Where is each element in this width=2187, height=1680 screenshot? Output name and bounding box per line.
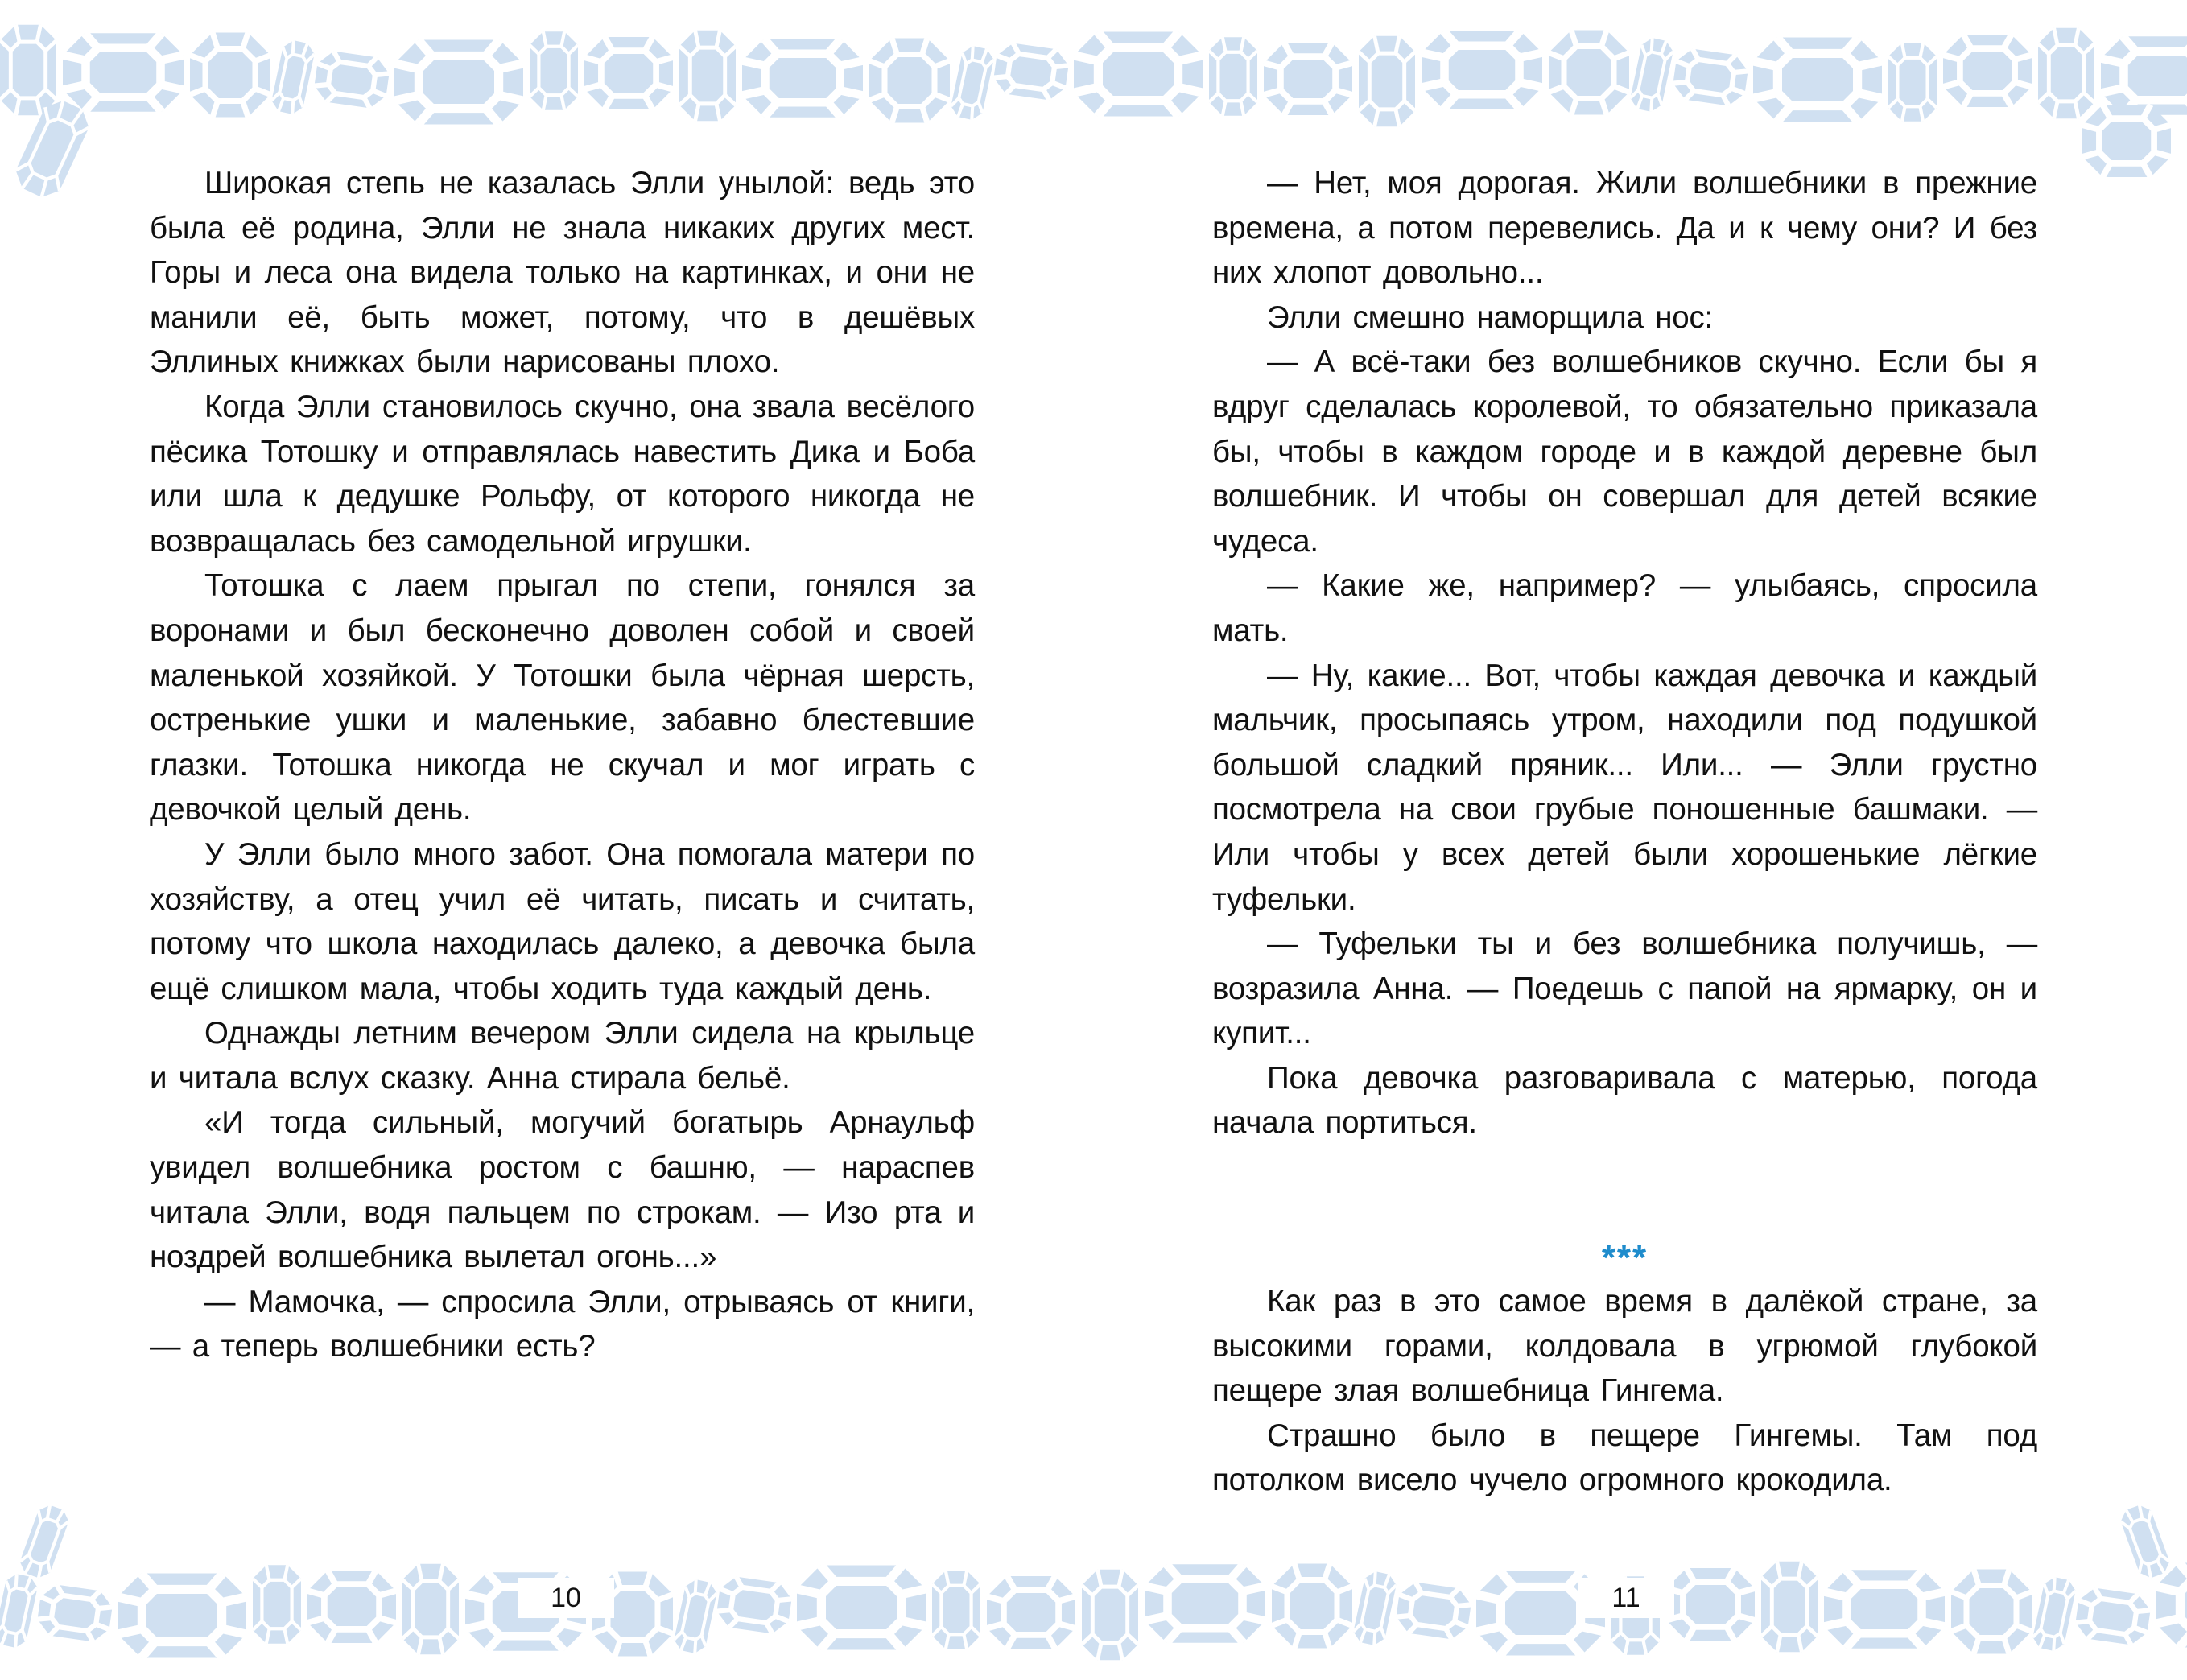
gem-ornament-icon: [0, 16, 2187, 137]
paragraph: Страшно было в пещере Гингемы. Там под потолком висело чучело огромного крокодила.: [1212, 1418, 2037, 1498]
gem-icon: [2066, 97, 2187, 185]
gem-ornament-icon: [0, 1550, 2187, 1670]
left-page: [150, 161, 975, 1369]
top-gem-border: [0, 16, 2187, 137]
page-number-right: 11: [1578, 1578, 1674, 1618]
paragraph: Пока девочка разговаривала с матерью, погода начала портиться.: [1212, 1060, 2037, 1141]
paragraph: «И тогда сильный, могучий богатырь Арнаульф увидел волшебника ростом с башню, — нараспев читала Элли, водя пальцем по строкам. — Изо рта и ноздрей волшебника вылетал огонь...»: [150, 1105, 975, 1275]
gem-icon: [2101, 1501, 2181, 1582]
section-separator: ***: [1601, 1238, 1649, 1278]
right-page: [1212, 161, 2037, 1503]
paragraph: Как раз в это самое время в далёкой стране, за высокими горами, колдовала в угрюмой глубокой пещере злая волшебница Гингема.: [1212, 1284, 2037, 1409]
paragraph: — А всё-таки без волшебников скучно. Если бы я вдруг сделалась королевой, то обязательно приказала бы, чтобы в каждом городе и в каждой деревне был волшебник. И чтобы он совершал для детей всякие чудеса.: [1212, 345, 2037, 559]
corner-gem-top-right: [2066, 97, 2187, 185]
page-number-left: 10: [518, 1578, 614, 1618]
corner-gem-bottom-left: [8, 1501, 89, 1582]
paragraph: — Мамочка, — спросила Элли, отрываясь от книги, — а теперь волшебники есть?: [150, 1284, 975, 1364]
paragraph: Когда Элли становилось скучно, она звала весёлого пёсика Тотошку и отправлялась навестить Дика и Боба или шла к дедушке Рольфу, от которого никогда не возвращалась без самодельной игрушки.: [150, 389, 975, 559]
gem-icon: [8, 1501, 89, 1582]
gem-icon: [0, 97, 113, 201]
corner-gem-bottom-right: [2101, 1501, 2181, 1582]
bottom-gem-border: [0, 1550, 2187, 1670]
paragraph: — Нет, моя дорогая. Жили волшебники в прежние времена, а потом перевелись. Да и к чему они? И без них хлопот довольно...: [1212, 166, 2037, 291]
paragraph: У Элли было много забот. Она помогала матери по хозяйству, а отец учил её читать, писать и считать, потому что школа находилась далеко, а девочка была ещё слишком мала, чтобы ходить туда каждый день.: [150, 836, 975, 1006]
paragraph: — Туфельки ты и без волшебника получишь, — возразила Анна. — Поедешь с папой на ярмарку, он и купит...: [1212, 927, 2037, 1051]
paragraph: Элли смешно наморщила нос:: [1267, 299, 1714, 335]
paragraph: — Какие же, например? — улыбаясь, спросила мать.: [1212, 568, 2037, 648]
paragraph: — Ну, какие... Вот, чтобы каждая девочка и каждый мальчик, просыпаясь утром, находили под подушкой большой сладкий пряник... Или... — Элли грустно посмотрела на свои грубые поношенные башмаки. — Или чтобы у всех детей были хорошенькие лёгкие туфельки.: [1212, 658, 2037, 917]
paragraph: Однажды летним вечером Элли сидела на крыльце и читала вслух сказку. Анна стирала бельё.: [150, 1016, 975, 1096]
paragraph: Широкая степь не казалась Элли унылой: ведь это была её родина, Элли не знала никаких других мест. Горы и леса она видела только на картинках, и они не манили её, быть может, потому, что в дешёвых Эллиных книжках были нарисованы плохо.: [150, 166, 975, 380]
paragraph: Тотошка с лаем прыгал по степи, гонялся за воронами и был бесконечно доволен собой и своей маленькой хозяйкой. У Тотошки была чёрная шерсть, остренькие ушки и маленькие, забавно блестевшие глазки. Тотошка никогда не скучал и мог играть с девочкой целый день.: [150, 568, 975, 828]
corner-gem-top-left: [0, 97, 113, 201]
